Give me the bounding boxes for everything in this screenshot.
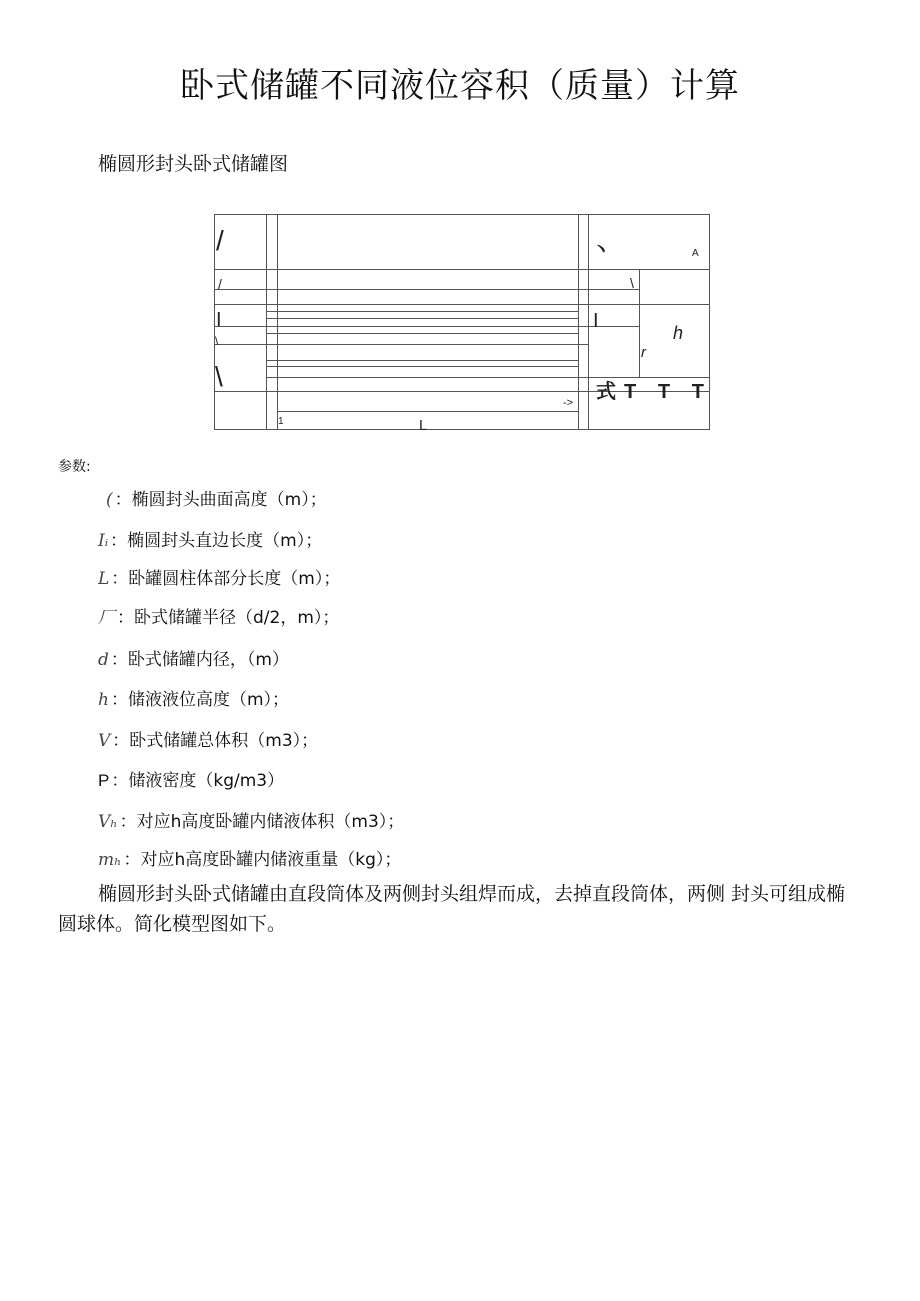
param-symbol: h [98,690,109,710]
param-item [98,564,340,589]
param-item [98,726,318,751]
param-symbol: d [98,650,109,670]
param-symbol: ( [106,490,113,510]
body-paragraph: 椭圆形封头卧式储罐由直段筒体及两侧封头组焊而成，去掉直段筒体，两侧 封头可组成椭圆球体。简化模型图如下。 [58,883,846,935]
param-item [98,845,401,870]
param-symbol: 厂 [98,608,115,628]
param-text: ：卧式储罐半径（d/2，m）； [117,608,340,628]
slash-mark-2: / [218,276,222,292]
label-a: A [692,248,699,259]
param-text: ：卧式储罐总体积（m3）； [112,731,319,751]
param-item [98,807,404,832]
param-symbol: V [98,731,111,751]
param-symbol: Vₕ [98,812,118,832]
param-item [98,766,284,791]
label-l: L [419,417,428,434]
param-text: ：储液密度（kg/m3） [111,771,285,791]
param-symbol: L [98,569,110,589]
i-mark-left: I [216,309,222,331]
figure-caption: 椭圆形封头卧式储罐图 [98,153,289,175]
param-text: ：对应h高度卧罐内储液体积（m3）； [119,812,405,832]
param-text: ：储液液位高度（m）； [110,690,290,710]
backslash-mark-3: \ [630,275,634,291]
param-text: ：对应h高度卧罐内储液重量（kg）； [123,850,402,870]
param-text: ：椭圆封头曲面高度（m）； [114,490,327,510]
label-h: h [673,323,684,343]
param-text: ：卧罐圆柱体部分长度（m）； [111,569,341,589]
backslash-mark-2: \ [215,361,223,392]
param-item [98,526,322,551]
label-1: 1 [278,416,284,427]
param-item [98,685,289,710]
param-item [98,485,327,510]
garbled-bottom-text: 式T T T [596,381,704,403]
param-text: ：卧式储罐内径，（m） [110,650,289,670]
page-title: 卧式储罐不同液位容积（质量）计算 [180,66,740,106]
param-item [98,603,339,628]
param-symbol: Iᵢ [98,531,109,551]
params-label: 参数: [58,459,91,475]
param-item [98,645,289,670]
param-symbol: P [98,771,110,790]
slash-mark-1: / [216,225,224,256]
backslash-mark-1: \ [215,334,219,348]
i-mark-right: I [593,310,599,332]
label-r: r [641,344,646,361]
arrow-label: -> [563,397,574,409]
tick-mark: 丶 [592,240,610,260]
param-text: ：椭圆封头直边长度（m）； [110,531,323,551]
param-symbol: mₕ [98,850,122,870]
